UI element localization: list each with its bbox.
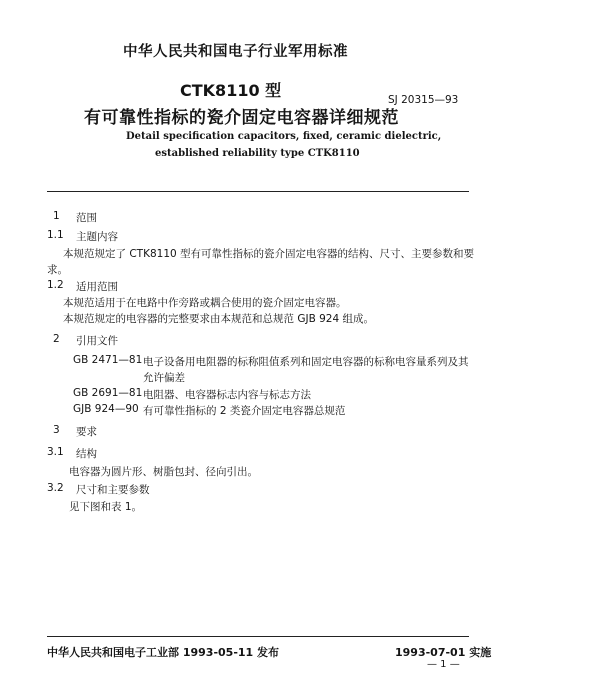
model-title: CTK8110 型	[180, 81, 282, 100]
page-number: — 1 —	[427, 659, 460, 670]
section-3-2-text: 见下图和表 1。	[69, 501, 143, 513]
section-1-1-text-line1: 本规范规定了 CTK8110 型有可靠性指标的瓷介固定电容器的结构、尺寸、主要参数和要	[63, 248, 475, 260]
effective-date: 1993-07-01 实施	[395, 646, 492, 659]
org-header: 中华人民共和国电子行业军用标准	[123, 44, 348, 60]
section-3-1-text: 电容器为圆片形、树脂包封、径向引出。	[69, 466, 258, 478]
reference-title: 电阻器、电容器标志内容与标志方法	[143, 389, 311, 401]
document-title-cn: 有可靠性指标的瓷介固定电容器详细规范	[84, 108, 399, 128]
section-1-1-text-line2: 求。	[47, 264, 68, 276]
reference-code: GB 2691—81	[73, 387, 143, 399]
section-1-1-title: 主题内容	[76, 231, 118, 243]
section-1-2-title: 适用范围	[76, 281, 118, 293]
section-1-title: 范围	[76, 212, 97, 224]
header-divider	[47, 191, 469, 192]
section-3-number: 3	[53, 424, 60, 436]
section-2-title: 引用文件	[76, 335, 118, 347]
reference-title: 电子设备用电阻器的标称阻值系列和固定电容器的标称电容量系列及其	[143, 356, 469, 368]
section-3-1-title: 结构	[76, 448, 97, 460]
section-3-title: 要求	[76, 426, 97, 438]
section-3-1-number: 3.1	[47, 446, 64, 458]
section-3-2-number: 3.2	[47, 482, 64, 494]
section-2-number: 2	[53, 333, 60, 345]
footer-divider	[47, 636, 469, 637]
issue-date: 中华人民共和国电子工业部 1993-05-11 发布	[47, 646, 280, 659]
section-1-2-text-line2: 本规范规定的电容器的完整要求由本规范和总规范 GJB 924 组成。	[63, 313, 374, 325]
section-1-2-number: 1.2	[47, 279, 64, 291]
section-1-number: 1	[53, 210, 60, 222]
reference-title-continued: 允许偏差	[143, 372, 185, 384]
section-1-2-text-line1: 本规范适用于在电路中作旁路或耦合使用的瓷介固定电容器。	[63, 297, 347, 309]
document-title-en-line2: established reliability type CTK8110	[155, 148, 360, 159]
reference-code: GJB 924—90	[73, 403, 139, 415]
reference-title: 有可靠性指标的 2 类瓷介固定电容器总规范	[143, 405, 346, 417]
document-title-en-line1: Detail specification capacitors, fixed, ceramic dielectric,	[126, 131, 442, 142]
standard-number: SJ 20315—93	[388, 94, 459, 106]
section-1-1-number: 1.1	[47, 229, 64, 241]
section-3-2-title: 尺寸和主要参数	[76, 484, 150, 496]
reference-code: GB 2471—81	[73, 354, 143, 366]
